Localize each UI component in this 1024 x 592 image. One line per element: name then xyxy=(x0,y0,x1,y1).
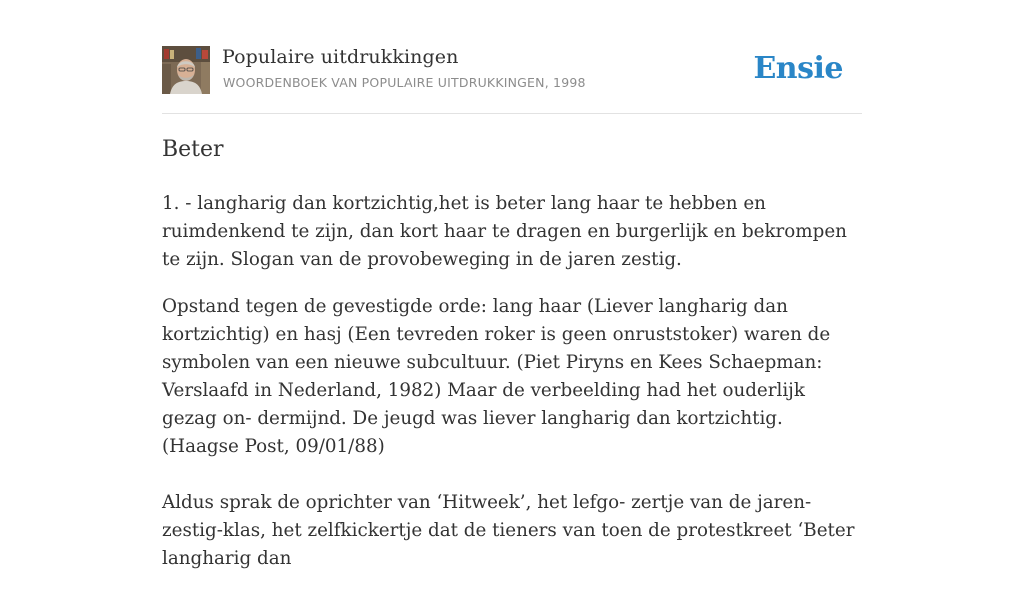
entry-body xyxy=(162,190,862,592)
entry-paragraph: 1. - langharig dan kortzichtig,het is beter lang haar te hebben en ruimdenkend te zijn, dan kort haar te dragen en burgerlijk en bekrompen te zijn. Slogan van de provobeweging in de jaren zestig. xyxy=(162,193,847,270)
author-avatar[interactable] xyxy=(162,46,210,94)
source-title[interactable]: Populaire uitdrukkingen xyxy=(222,46,459,68)
avatar-portrait-image xyxy=(162,46,210,94)
entry-paragraph: Opstand tegen de gevestigde orde: lang haar (Liever langharig dan kortzichtig) en hasj (Een tevreden roker is geen onruststoker) waren de symbolen van een nieuwe subcultuur. (Piet Piryns en Kees Schaepman: Verslaafd in Nederland, 1982) Maar de verbeelding had het ouderlijk gezag on- dermijnd. De jeugd was liever langharig dan kortzichtig. (Haagse Post, 09/01/88) xyxy=(162,296,831,457)
ensie-logo[interactable]: Ensie xyxy=(753,51,843,86)
source-subtitle: WOORDENBOEK VAN POPULAIRE UITDRUKKINGEN, 1998 xyxy=(223,75,586,90)
source-header xyxy=(162,46,862,114)
entry-paragraph: Aldus sprak de oprichter van ‘Hitweek’, het lefgo- zertje van de jaren-zestig-klas, het zelfkickertje dat de tieners van toen de protestkreet ‘Beter langharig dan xyxy=(162,492,855,569)
entry-word: Beter xyxy=(162,137,224,162)
